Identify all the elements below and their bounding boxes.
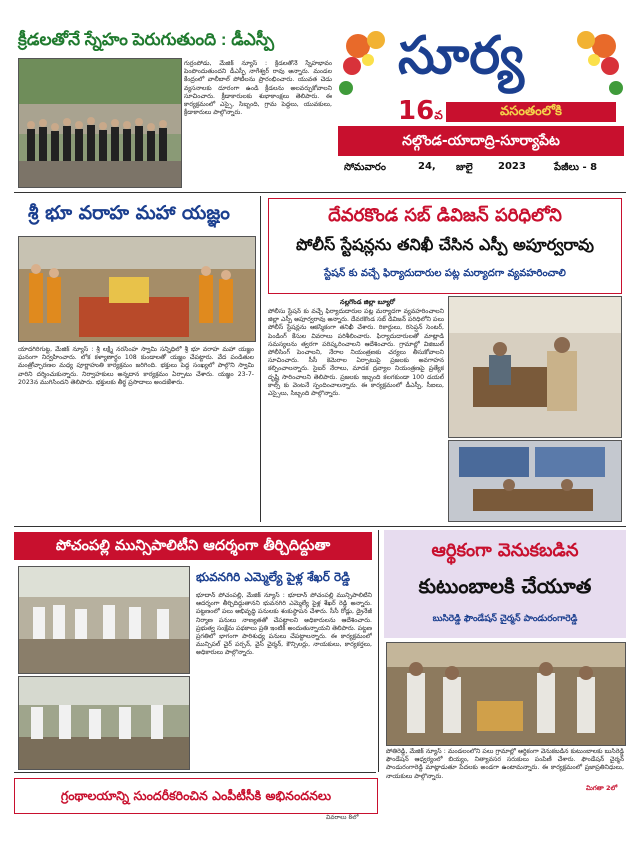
divider-bottom	[14, 772, 376, 773]
article-2-photo	[18, 236, 256, 342]
article-4-body: భూదాన్ పోచంపల్లి, మేజిక్ న్యూస్ : భూదాన్ పోచంపల్లి మున్సిపాలిటీని ఆదర్శంగా తీర్చిదిద్దుతానని భువనగిరి ఎమ్మెల్యే పైళ్ల శేఖర్ రెడ్డి అన్నారు. పట్టణంలో పలు అభివృద్ధి పనులకు శంకుస్థాపన చేశారు. సీసీ రోడ్లు, డ్రైనేజీ నిర్మాణ పనులు నాణ్యతతో చేపట్టాలని అధికారులను ఆదేశించారు. ప్రభుత్వ సంక్షేమ పథకాలు ప్రతి ఇంటికీ అందుతున్నాయని తెలిపారు. పట్టణ ప్రగతిలో భాగంగా పారిశుధ్య పనులు చేపట్టాలన్నారు. ఈ కార్యక్రమంలో మున్సిపల్ చైర్ పర్సన్, వైస్ చైర్మన్, కౌన్సిలర్లు, నాయకులు, కార్యకర్తలు, అధికారులు పాల్గొన్నారు.	[196, 592, 372, 657]
article-3-headline-line2: పోలీస్ స్టేషన్లను తనిఖీ చేసిన ఎస్పీ అపూర్వరావు	[295, 235, 594, 254]
article-3-photo-2	[448, 440, 622, 522]
article-3-subhead: స్టేషన్ కు వచ్చే ఫిర్యాదుదారుల పట్ల మర్యాదగా వ్యవహరించాలి	[324, 268, 566, 279]
article-5-headline-line2: కుటుంబాలకి చేయూత	[418, 574, 592, 598]
divider-mid-vertical	[260, 196, 261, 522]
article-1-headline: క్రీడలతోనే స్నేహం పెరుగుతుంది : డీఎస్పీ	[18, 30, 274, 49]
article-4-subhead: భువనగిరి ఎమ్మెల్యే పైళ్ల శేఖర్ రెడ్డి	[196, 570, 351, 584]
article-5-subhead: బుసిరెడ్డి ఫౌండేషన్ చైర్మన్ పాండురంగారెడ్డి	[432, 614, 578, 624]
masthead	[338, 26, 624, 204]
anniversary-banner	[446, 102, 616, 122]
article-5-box	[384, 530, 626, 638]
article-6-headline-box	[14, 778, 378, 814]
divider-lower-vertical	[378, 530, 379, 772]
region-banner	[338, 126, 624, 156]
divider-middle	[14, 526, 626, 527]
article-4-headline-banner	[14, 532, 372, 560]
masthead-title: సూర్య	[398, 26, 524, 86]
article-4-photo-2	[18, 676, 190, 770]
day-label: సోమవారం	[344, 162, 386, 173]
article-1-photo	[18, 58, 182, 188]
article-4-headline: పోచంపల్లి మున్సిపాలిటీని ఆదర్శంగా తీర్చిదిద్దుతా	[55, 538, 331, 554]
article-6-continued: వివరాలు 8లో	[326, 814, 359, 821]
month-label: జులై	[456, 162, 473, 173]
page-label: పేజీలు - 8	[554, 162, 598, 173]
edition-suffix: వ	[434, 108, 443, 122]
article-4-photo-1	[18, 566, 190, 674]
edition-badge	[398, 96, 443, 126]
article-3-headline-box	[268, 198, 622, 294]
article-3-dateline: నల్లగొండ జిల్లా బ్యూరో	[340, 298, 396, 306]
dateline-bar	[338, 160, 624, 176]
article-6-headline: గ్రంథాలయాన్ని సుందరీకరించిన ఎంపీటీసీకి అభినందనలు	[60, 788, 332, 803]
article-2-headline: శ్రీ భూ వరాహ మహా యజ్ఞం	[28, 202, 230, 224]
date-number: 24,	[418, 161, 436, 172]
article-3-headline-line1: దేవరకొండ సబ్ డివిజన్ పరిధిలోని	[328, 205, 562, 226]
article-1-body: గుర్రంపోడు, మేజిక్ న్యూస్ : క్రీడలతోనే స్నేహభావం పెంపొందుతుందని డీఎస్పీ నాగేశ్వర్ రావు అన్నారు. మండల కేంద్రంలో వాలీబాల్ పోటీలను ప్రారంభించారు. యువత చెడు వ్యసనాలకు దూరంగా ఉండి క్రీడలను అలవర్చుకోవాలని సూచించారు. క్రీడాకారులకు శుభాకాంక్షలు తెలిపారు. ఈ కార్యక్రమంలో ఎస్సై, సిబ్బంది, గ్రామ పెద్దలు, యువకులు, క్రీడాకారులు పాల్గొన్నారు.	[184, 60, 332, 117]
divider-top	[14, 192, 626, 193]
edition-number: 16	[398, 96, 435, 126]
article-5-body: పోతిరెడ్డి, మేజిక్ న్యూస్ : మండలంలోని పలు గ్రామాల్లో ఆర్థికంగా వెనుకబడిన కుటుంబాలకు బుసిరెడ్డి ఫౌండేషన్ ఆధ్వర్యంలో బియ్యం, నిత్యావసర సరుకులు పంపిణీ చేశారు. ఫౌండేషన్ చైర్మన్ పాండురంగారెడ్డి మాట్లాడుతూ పేదలకు అండగా ఉంటామన్నారు. ఈ కార్యక్రమంలో ప్రజాప్రతినిధులు, నాయకులు పాల్గొన్నారు.	[386, 748, 624, 780]
article-2-body: యాదగిరిగుట్ట, మేజిక్ న్యూస్ : శ్రీ లక్ష్మీ నరసింహ స్వామి సన్నిధిలో శ్రీ భూ వరాహ మహా యజ్ఞం ఘనంగా నిర్వహించారు. లోక కళ్యాణార్థం 108 కుండాలతో యజ్ఞం చేపట్టారు. వేద పండితుల మంత్రోచ్ఛారణల మధ్య పూర్ణాహుతి కార్యక్రమం జరిగింది. భక్తులు పెద్ద సంఖ్యలో పాల్గొని స్వామి వారిని దర్శించుకున్నారు. నిర్వాహకులు అన్నదాన కార్యక్రమం ఏర్పాటు చేశారు. యజ్ఞం 23-7-2023న ముగిసిందని తెలిపారు. భక్తులకు తీర్థ ప్రసాదాలు అందజేశారు.	[18, 346, 254, 386]
article-5-headline-line1: ఆర్థికంగా వెనుకబడిన	[431, 540, 579, 561]
article-3-body: పోలీసు స్టేషన్ కు వచ్చే ఫిర్యాదుదారుల పట్ల మర్యాదగా వ్యవహరించాలని జిల్లా ఎస్పీ అపూర్వరావు అన్నారు. దేవరకొండ సబ్ డివిజన్ పరిధిలోని పలు పోలీస్ స్టేషన్లను ఆకస్మికంగా తనిఖీ చేశారు. రికార్డులు, రిసెప్షన్ సెంటర్, పెండింగ్ కేసుల వివరాలు పరిశీలించారు. ఫిర్యాదుదారులతో మాట్లాడి సమస్యలను త్వరగా పరిష్కరించాలని ఆదేశించారు. గ్రామాల్లో విజిబుల్ పోలీసింగ్ పెంచాలని, నేరాల నియంత్రణకు చర్యలు తీసుకోవాలని సూచించారు. సీసీ కెమెరాల ఏర్పాటుపై ప్రజలకు అవగాహన కల్పించాలన్నారు. సైబర్ నేరాలు, మాదక ద్రవ్యాల నియంత్రణపై ప్రత్యేక దృష్టి సారించాలని తెలిపారు. ప్రజలకు ఇబ్బంది కలగకుండా 100 డయల్ కాల్స్ కు వెంటనే స్పందించాలన్నారు. ఈ కార్యక్రమంలో డీఎస్పీ, సీఐలు, ఎస్సైలు, సిబ్బంది పాల్గొన్నారు.	[268, 308, 444, 398]
anniversary-text: వసంతంలోకి	[500, 104, 562, 119]
article-3-photo-1	[448, 296, 622, 438]
article-5-continued: మిగతా 2లో	[586, 784, 618, 792]
year-label: 2023	[498, 161, 526, 172]
region-text: నల్గొండ-యాదాద్రి-సూర్యాపేట	[402, 133, 560, 149]
article-5-photo	[386, 642, 626, 746]
